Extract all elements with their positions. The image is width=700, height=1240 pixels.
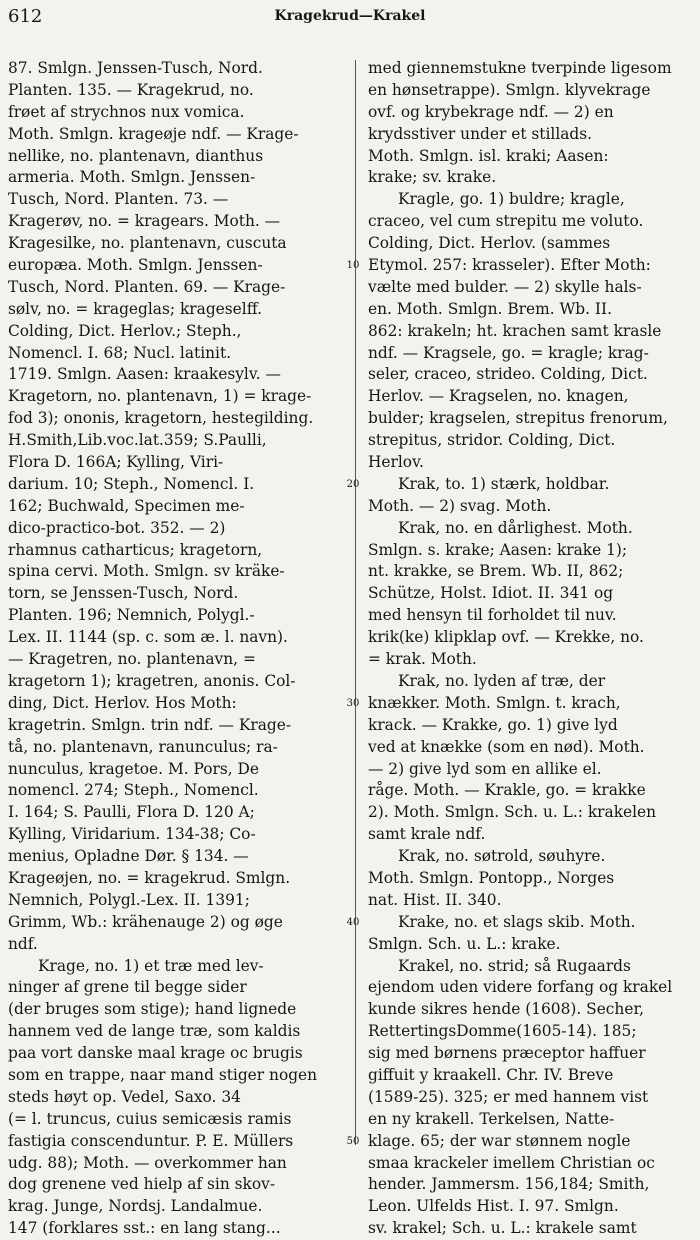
text-line: kunde sikres hende (1608). Secher, (368, 1000, 645, 1019)
text-line: en. Moth. Smlgn. Brem. Wb. II. (368, 299, 612, 318)
text-line: craceo, vel cum strepitu me voluto. (368, 212, 644, 231)
text-line: Smlgn. s. krake; Aasen: krake 1); (368, 540, 628, 559)
text-line: Nomencl. I. 68; Nucl. latinit. (8, 343, 232, 362)
text-line: Planten. 196; Nemnich, Polygl.- (8, 606, 255, 625)
text-line: fastigia conscenduntur. P. E. Müllers (8, 1131, 294, 1150)
text-line: — Kragetren, no. plantenavn, = (8, 650, 256, 669)
text-line: Krage, no. 1) et træ med lev- (38, 956, 264, 975)
text-line: strepitus, stridor. Colding, Dict. (368, 431, 616, 450)
text-line: Moth. Smlgn. krageøje ndf. — Krage- (8, 124, 299, 143)
text-line: krake; sv. krake. (368, 168, 497, 187)
text-line: europæa. Moth. Smlgn. Jenssen- (8, 256, 263, 275)
text-line: Moth. Smlgn. Pontopp., Norges (368, 868, 615, 887)
text-line: = krak. Moth. (368, 650, 477, 669)
text-line: rhamnus catharticus; kragetorn, (8, 540, 263, 559)
text-line: krik(ke) klipklap ovf. — Krekke, no. (368, 628, 644, 647)
text-line: Flora D. 166A; Kylling, Viri- (8, 453, 224, 472)
text-line: ndf. (8, 934, 38, 953)
text-line: råge. Moth. — Krakle, go. = krakke (368, 781, 646, 800)
text-line: ding, Dict. Herlov. Hos Moth: (8, 693, 237, 712)
text-line: giffuit y kraakell. Chr. IV. Breve (368, 1065, 614, 1084)
text-line: Nemnich, Polygl.-Lex. II. 1391; (8, 890, 250, 909)
margin-line-number: 10 (346, 260, 360, 272)
text-line: Krak, to. 1) stærk, holdbar. (398, 474, 610, 493)
text-line: Krak, no. lyden af træ, der (398, 671, 606, 690)
text-line: hender. Jammersm. 156,184; Smith, (368, 1175, 650, 1194)
text-line: Herlov. — Kragselen, no. knagen, (368, 387, 629, 406)
text-line: menius, Opladne Dør. § 134. — (8, 847, 249, 866)
text-line: spina cervi. Moth. Smlgn. sv kräke- (8, 562, 285, 581)
text-line: nt. krakke, se Brem. Wb. II, 862; (368, 562, 624, 581)
text-line: ndf. — Kragsele, go. = kragle; krag- (368, 343, 649, 362)
text-line: nat. Hist. II. 340. (368, 890, 502, 909)
text-line: armeria. Moth. Smlgn. Jenssen- (8, 168, 256, 187)
text-line: vælte med bulder. — 2) skylle hals- (368, 277, 642, 296)
text-line: klage. 65; der war stønnem nogle (368, 1131, 631, 1150)
text-line: sig med børnens præceptor haffuer (368, 1044, 646, 1063)
running-title: Kragekrud—Krakel (274, 8, 426, 24)
text-line: sølv, no. = krageglas; krageselff. (8, 299, 262, 318)
text-line: frøet af strychnos nux vomica. (8, 102, 245, 121)
column-rule (355, 60, 356, 1145)
text-line: (1589-25). 325; er med hannem vist (368, 1087, 649, 1106)
left-column (8, 58, 342, 1240)
text-line: kragetrin. Smlgn. trin ndf. — Krage- (8, 715, 292, 734)
text-line: tå, no. plantenavn, ranunculus; ra- (8, 737, 278, 756)
text-line: H.Smith,Lib.voc.lat.359; S.Paulli, (8, 431, 267, 450)
page-number: 612 (8, 6, 43, 27)
right-column (368, 58, 692, 1240)
text-line: ejendom uden videre forfang og krakel (368, 978, 673, 997)
text-line: RettertingsDomme(1605-14). 185; (368, 1022, 637, 1041)
page-header (0, 6, 700, 32)
text-line: I. 164; S. Paulli, Flora D. 120 A; (8, 803, 255, 822)
text-line: Leon. Ulfelds Hist. I. 97. Smlgn. (368, 1197, 619, 1216)
text-line: dog grenene ved hielp af sin skov- (8, 1175, 276, 1194)
text-line: Moth. — 2) svag. Moth. (368, 496, 552, 515)
text-line: en hønsetrappe). Smlgn. klyvekrage (368, 80, 651, 99)
text-line: 87. Smlgn. Jenssen-Tusch, Nord. (8, 59, 263, 77)
text-line: sv. krakel; Sch. u. L.: krakele samt (368, 1219, 637, 1238)
margin-line-number: 50 (346, 1136, 360, 1148)
text-line: Kragesilke, no. plantenavn, cuscuta (8, 234, 287, 253)
text-line: Colding, Dict. Herlov. (sammes (368, 234, 611, 253)
text-line: Schütze, Holst. Idiot. II. 341 og (368, 584, 614, 603)
text-line: som en trappe, naar mand stiger nogen (8, 1065, 318, 1084)
text-line: Krak, no. en dårlighest. Moth. (398, 518, 633, 537)
text-line: Grimm, Wb.: krähenauge 2) og øge (8, 912, 283, 931)
text-line: smaa krackeler imellem Christian oc (368, 1153, 655, 1172)
text-line: fod 3); ononis, kragetorn, hestegilding. (8, 409, 314, 428)
text-line: seler, craceo, strideo. Colding, Dict. (368, 365, 648, 384)
text-line: Herlov. (368, 453, 424, 472)
text-line: paa vort danske maal krage oc brugis (8, 1044, 303, 1063)
text-line: nellike, no. plantenavn, dianthus (8, 146, 264, 165)
text-line: ninger af grene til begge sider (8, 978, 247, 997)
text-line: torn, se Jenssen-Tusch, Nord. (8, 584, 239, 603)
text-line: med hensyn til forholdet til nuv. (368, 606, 617, 625)
text-line: 162; Buchwald, Specimen me- (8, 496, 245, 515)
text-line: darium. 10; Steph., Nomencl. I. (8, 474, 255, 493)
text-line: Krageøjen, no. = kragekrud. Smlgn. (8, 868, 291, 887)
text-line: Planten. 135. — Kragekrud, no. (8, 80, 254, 99)
text-line: Lex. II. 1144 (sp. c. som æ. l. navn). (8, 628, 288, 647)
text-line: krack. — Krakke, go. 1) give lyd (368, 715, 618, 734)
text-line: krydsstiver under et stillads. (368, 124, 593, 143)
text-line: Tusch, Nord. Planten. 73. — (8, 190, 229, 209)
text-line: Colding, Dict. Herlov.; Steph., (8, 321, 242, 340)
text-line: Kragle, go. 1) buldre; kragle, (398, 190, 625, 209)
text-line: Krak, no. søtrold, søuhyre. (398, 847, 606, 866)
text-line: Krakel, no. strid; så Rugaards (398, 956, 631, 975)
text-line: 862: krakeln; ht. krachen samt krasle (368, 321, 662, 340)
text-line: steds høyt op. Vedel, Saxo. 34 (8, 1087, 241, 1106)
margin-line-number: 20 (346, 479, 360, 491)
text-line: en ny krakell. Terkelsen, Natte- (368, 1109, 615, 1128)
text-line: krag. Junge, Nordsj. Landalmue. (8, 1197, 263, 1216)
margin-line-number: 30 (346, 698, 360, 710)
text-line: bulder; kragselen, strepitus frenorum, (368, 409, 668, 428)
text-line: ovf. og krybekrage ndf. — 2) en (368, 102, 614, 121)
text-line: Kragetorn, no. plantenavn, 1) = krage- (8, 387, 312, 406)
text-line: Etymol. 257: krasseler). Efter Moth: (368, 256, 651, 275)
text-line: nunculus, kragetoe. M. Pors, De (8, 759, 259, 778)
text-line: Moth. Smlgn. isl. kraki; Aasen: (368, 146, 609, 165)
text-line: med giennemstukne tverpinde ligesom (368, 59, 672, 77)
text-line: (der bruges som stige); hand lignede (8, 1000, 297, 1019)
text-line: — 2) give lyd som en allike el. (368, 759, 602, 778)
text-line: Kylling, Viridarium. 134-38; Co- (8, 825, 256, 844)
text-line: Krake, no. et slags skib. Moth. (398, 912, 636, 931)
text-line: samt krale ndf. (368, 825, 486, 844)
text-line: Kragerøv, no. = kragears. Moth. — (8, 212, 281, 231)
text-line: kragetorn 1); kragetren, anonis. Col- (8, 671, 296, 690)
text-line: Smlgn. Sch. u. L.: krake. (368, 934, 561, 953)
text-line: 1719. Smlgn. Aasen: kraakesylv. — (8, 365, 281, 384)
text-line: dico-practico-bot. 352. — 2) (8, 518, 226, 537)
text-line: 2). Moth. Smlgn. Sch. u. L.: krakelen (368, 803, 657, 822)
text-line: (= l. truncus, cuius semicæsis ramis (8, 1109, 292, 1128)
text-line: knækker. Moth. Smlgn. t. krach, (368, 693, 621, 712)
margin-line-number: 40 (346, 917, 360, 929)
text-line: ved at knække (som en nød). Moth. (368, 737, 645, 756)
text-line: nomencl. 274; Steph., Nomencl. (8, 781, 259, 800)
text-line: Tusch, Nord. Planten. 69. — Krage- (8, 277, 286, 296)
text-line: 147 (forklares sst.: en lang stang... (8, 1219, 281, 1238)
text-line: hannem ved de lange træ, som kaldis (8, 1022, 301, 1041)
text-line: udg. 88); Moth. — overkommer han (8, 1153, 287, 1172)
